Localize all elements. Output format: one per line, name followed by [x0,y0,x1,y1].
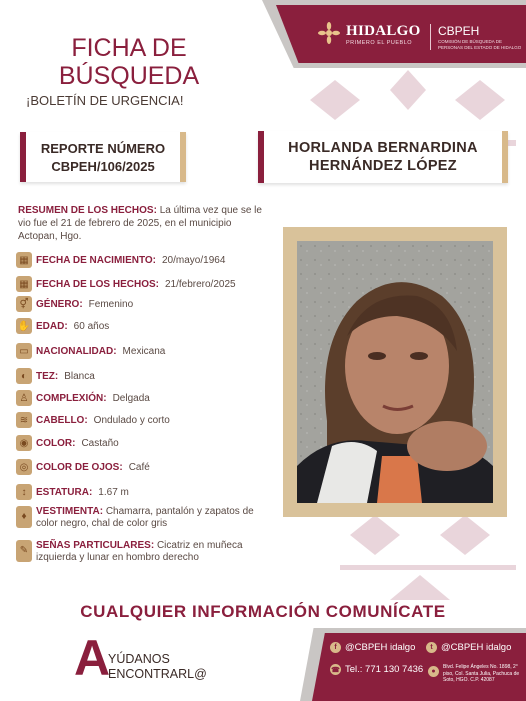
detail-value: 1.67 m [98,486,129,498]
marks-row [16,540,272,564]
detail-label: COMPLEXIÓN: [36,392,107,404]
detail-value: Castaño [81,437,119,449]
address: Blvd. Felipe Ángeles No. 1898, 2° piso, Col. Santa Julia, Pachuca de Soto, HGO. C.P. 42087 [443,664,520,683]
report-number: CBPEH/106/2025 [51,159,155,174]
hair-icon: ≋ [16,412,32,428]
call-to-action: CUALQUIER INFORMACIÓN COMUNÍCATE [80,602,446,621]
title-line-2: BÚSQUEDA [58,62,200,90]
marks-value: Cicatriz en muñeca izquierda y lunar en hombro derecho [36,540,243,563]
clothing-value: Chamarra, pantalón y zapatos de color negro, chal de color gris [36,506,254,529]
header-agency-sub: COMISIÓN DE BÚSQUEDA DE PERSONAS DEL ESTADO DE HIDALGO [438,39,522,50]
person-name-box [258,131,508,183]
calendar-icon: ▦ [16,276,32,292]
summary-label: RESUMEN DE LOS HECHOS: [18,205,157,216]
person-photo [297,241,493,503]
skin-icon: ◐ [16,368,32,384]
detail-value: Mexicana [122,345,166,357]
header-agency: CBPEH [438,24,480,38]
detail-value: Femenino [88,298,134,310]
detail-label: TEZ: [36,370,59,382]
detail-label: COLOR: [36,437,76,449]
summary-text: La última vez que se le vio fue el 21 de febrero de 2025, en el municipio Actopan, Hgo. [18,205,262,242]
name-line-1: HORLANDA BERNARDINA [288,140,478,156]
person-photo-illustration [297,241,493,503]
ayudanos-line-2: ENCONTRARL@ [108,667,207,681]
marks-icon: ✎ [16,540,32,562]
hair-color-icon: ◉ [16,435,32,451]
report-number-box [20,132,186,182]
detail-label: FECHA DE LOS HECHOS: [36,278,159,290]
body-icon: ♙ [16,390,32,406]
detail-value: 20/mayo/1964 [162,254,226,266]
detail-value: 60 años [73,320,110,332]
hidalgo-flower-logo-icon [318,22,340,44]
detail-row [16,412,170,428]
header-divider [430,24,431,50]
detail-value: 21/febrero/2025 [164,278,236,290]
location-icon: ● [428,666,439,677]
detail-value: Café [128,461,150,473]
detail-value: Blanca [64,370,95,382]
detail-label: GÉNERO: [36,298,83,310]
embroidery-pattern-bottom [330,505,526,605]
twitter-handle: @CBPEH idalgo [441,642,512,653]
detail-label: ESTATURA: [36,486,93,498]
detail-row [16,252,225,268]
detail-row [16,343,165,359]
detail-row [16,318,109,334]
detail-row [16,390,150,406]
detail-row [16,296,133,312]
detail-label: EDAD: [36,320,68,332]
calendar-icon: ▦ [16,252,32,268]
detail-row [16,484,129,500]
eye-icon: ◎ [16,459,32,475]
ayudanos-letter: A [74,630,111,686]
facebook-icon: f [330,642,341,653]
id-card-icon: ▭ [16,343,32,359]
page-title [34,34,224,90]
twitter-icon: t [426,642,437,653]
detail-value: Delgada [112,392,150,404]
header-brand: HIDALGO [346,23,421,39]
detail-value: Ondulado y corto [93,414,170,426]
incident-summary [18,204,268,243]
clothing-row [16,506,272,530]
detail-row [16,435,119,451]
height-icon: ↕ [16,484,32,500]
detail-label: NACIONALIDAD: [36,345,117,357]
detail-label: FECHA DE NACIMIENTO: [36,254,156,266]
clothing-label: VESTIMENTA: [36,506,104,517]
detail-label: CABELLO: [36,414,88,426]
phone-number: Tel.: 771 130 7436 [345,664,424,675]
ayudanos-line-1: YÚDANOS [108,652,170,666]
header-brand-sub: PRIMERO EL PUEBLO [346,40,413,46]
phone-icon: ☎ [330,664,341,675]
gender-icon: ⚥ [16,296,32,312]
hand-icon: ✋ [16,318,32,334]
urgency-subtitle: ¡BOLETÍN DE URGENCIA! [26,93,184,108]
detail-label: COLOR DE OJOS: [36,461,123,473]
marks-label: SEÑAS PARTICULARES: [36,540,155,551]
detail-row [16,459,150,475]
detail-row [16,368,95,384]
facebook-handle: @CBPEH idalgo [345,642,416,653]
clothing-icon: ♦ [16,506,32,528]
detail-row [16,276,236,292]
twitter-contact[interactable] [426,642,511,653]
report-label: REPORTE NÚMERO [40,141,166,156]
phone-contact[interactable] [330,664,423,675]
title-line-1: FICHA DE [71,34,187,62]
facebook-contact[interactable] [330,642,415,653]
name-line-2: HERNÁNDEZ LÓPEZ [309,158,457,174]
